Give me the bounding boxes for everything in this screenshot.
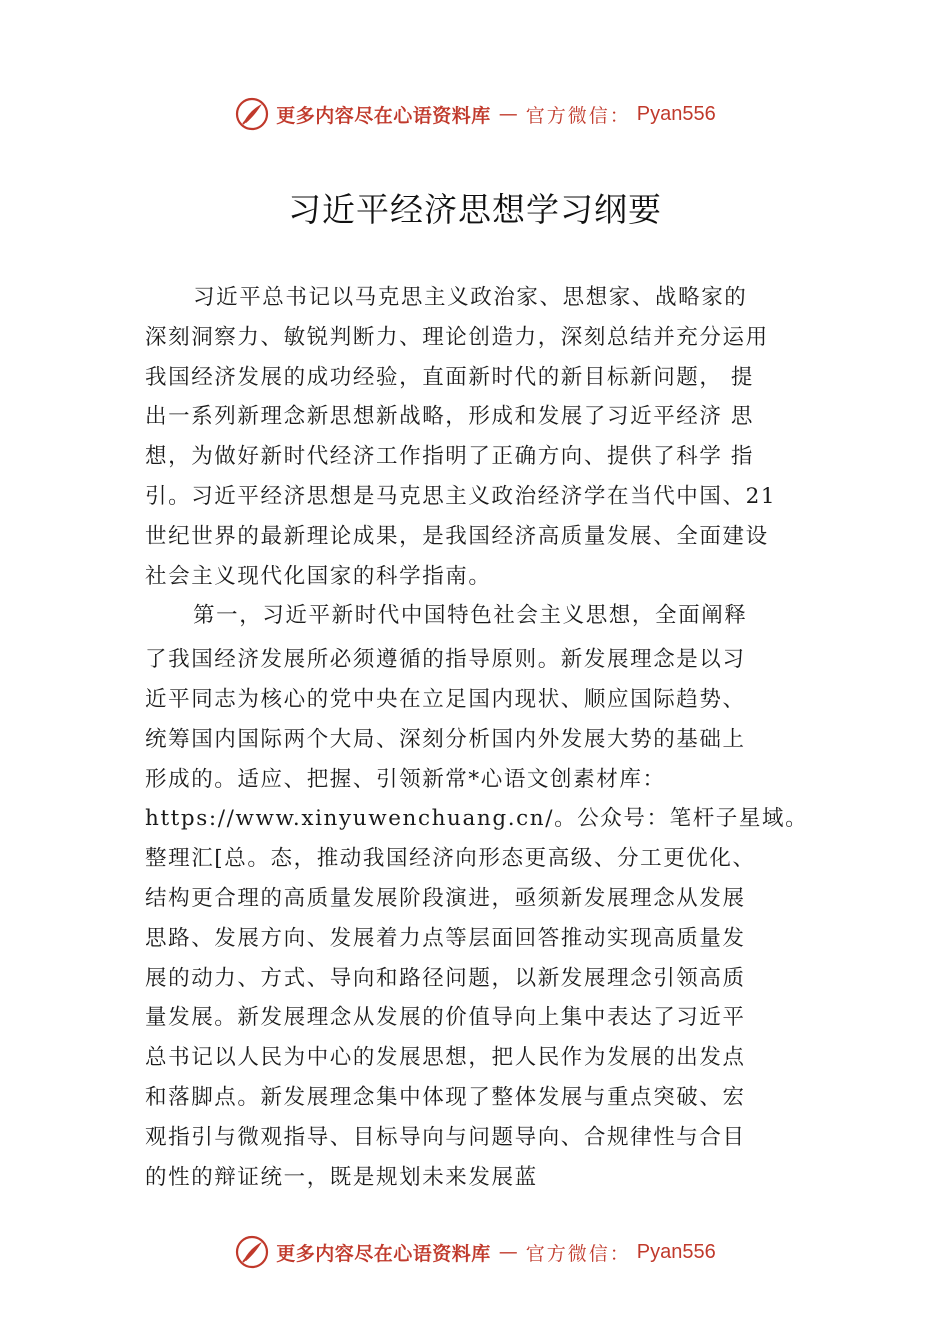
body-line: 统筹国内国际两个大局、深刻分析国内外发展大势的基础上 — [145, 726, 746, 752]
body-line: 近平同志为核心的党中央在立足国内现状、顺应国际趋势、 — [145, 686, 746, 712]
body-line: 引。习近平经济思想是马克思主义政治经济学在当代中国、21 — [145, 483, 777, 509]
document-title: 习近平经济思想学习纲要 — [288, 190, 662, 229]
banner-wechat-label: 官方微信： — [525, 104, 631, 127]
body-line: 整理汇[总。态，推动我国经济向形态更高级、分工更优化、 — [145, 846, 756, 872]
body-line: 总书记以人民为中心的发展思想，把人民作为发展的出发点 — [145, 1045, 746, 1071]
banner-dash: — — [498, 1241, 518, 1263]
body-line: 和落脚点。新发展理念集中体现了整体发展与重点突破、宏 — [145, 1084, 746, 1110]
quill-logo-icon — [234, 1234, 270, 1270]
banner-dash: — — [498, 103, 518, 125]
body-line: 结构更合理的高质量发展阶段演进，亟须新发展理念从发展 — [145, 885, 746, 911]
body-line: 想，为做好新时代经济工作指明了正确方向、提供了科学 指 — [145, 444, 755, 470]
body-line: 了我国经济发展所必须遵循的指导原则。新发展理念是以习 — [145, 647, 746, 673]
body-line: 出一系列新理念新思想新战略，形成和发展了习近平经济 思 — [145, 404, 755, 430]
body-line: 形成的。适应、把握、引领新常*心语文创素材库： — [145, 766, 666, 792]
banner-brand-text: 更多内容尽在心语资料库 — [276, 1242, 491, 1265]
footer-banner — [0, 1232, 950, 1272]
body-line: 世纪世界的最新理论成果，是我国经济高质量发展、全面建设 — [145, 523, 769, 549]
body-line: 观指引与微观指导、目标导向与问题导向、合规律性与合目 — [145, 1124, 746, 1150]
header-banner — [0, 94, 950, 134]
body-line: 社会主义现代化国家的科学指南。 — [145, 563, 492, 589]
banner-wechat-label: 官方微信： — [525, 1242, 631, 1265]
body-line-url: https://www.xinyuwenchuang.cn/。公众号：笔杆子星域。 — [145, 806, 809, 832]
body-line: 深刻洞察力、敏锐判断力、理论创造力，深刻总结并充分运用 — [145, 324, 769, 350]
body-line: 展的动力、方式、导向和路径问题，以新发展理念引领高质 — [145, 965, 746, 991]
body-line: 第一，习近平新时代中国特色社会主义思想，全面阐释 — [193, 603, 748, 629]
body-line: 我国经济发展的成功经验，直面新时代的新目标新问题， 提 — [145, 364, 755, 390]
body-line: 思路、发展方向、发展着力点等层面回答推动实现高质量发 — [145, 925, 746, 951]
banner-wechat-id: Pyan556 — [636, 102, 716, 125]
quill-logo-icon — [234, 96, 270, 132]
body-line: 量发展。新发展理念从发展的价值导向上集中表达了习近平 — [145, 1005, 746, 1031]
body-line: 习近平总书记以马克思主义政治家、思想家、战略家的 — [193, 285, 748, 310]
document-body — [145, 278, 835, 1197]
banner-wechat-id: Pyan556 — [636, 1240, 716, 1263]
banner-brand-text: 更多内容尽在心语资料库 — [276, 104, 491, 127]
body-line: 的性的辩证统一，既是规划未来发展蓝 — [145, 1164, 538, 1190]
